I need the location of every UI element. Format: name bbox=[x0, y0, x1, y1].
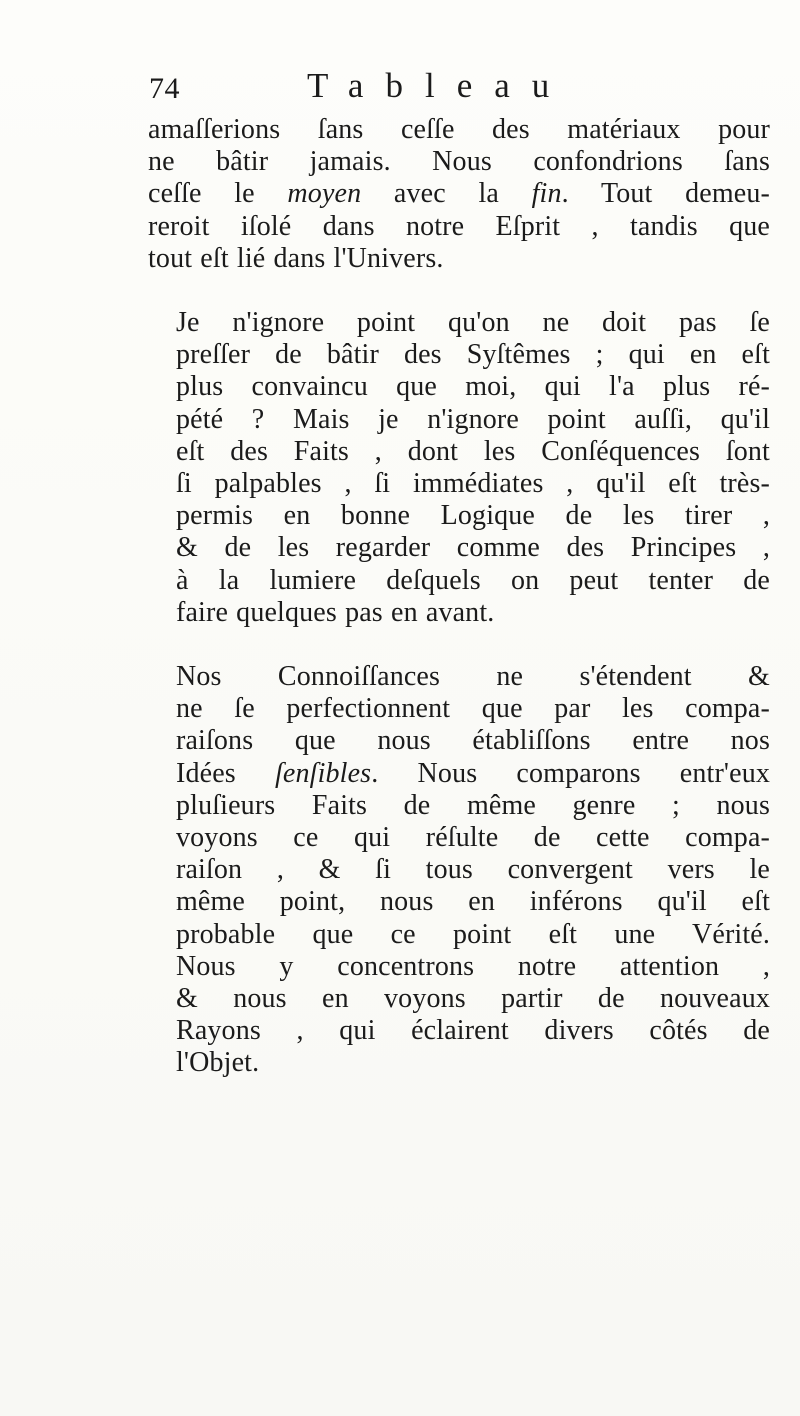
text-line: voyons ce qui réſulte de cette compa- bbox=[176, 822, 770, 854]
italic-word: moyen bbox=[287, 178, 362, 210]
body-text bbox=[148, 114, 770, 1112]
text-line: probable que ce point eſt une Vérité. bbox=[176, 918, 770, 950]
page-header bbox=[149, 68, 769, 112]
text-line: raiſon , & ſi tous convergent vers le bbox=[176, 854, 770, 886]
paragraph-1 bbox=[148, 114, 770, 275]
text-line: ſi palpables , ſi immédiates , qu'il eſt très- bbox=[176, 468, 770, 500]
text-line: ne bâtir jamais. Nous confondrions ſans bbox=[148, 146, 770, 178]
text-line: à la lumiere deſquels on peut tenter de bbox=[176, 564, 770, 596]
page-number: 74 bbox=[149, 72, 180, 105]
text-line: l'Objet. bbox=[176, 1047, 260, 1079]
text-line: eſt des Faits , dont les Conſéquences ſont bbox=[176, 435, 770, 467]
text-line: faire quelques pas en avant. bbox=[176, 596, 495, 628]
text-line: pété ? Mais je n'ignore point auſſi, qu'il bbox=[176, 403, 770, 435]
italic-word: ſenſibles bbox=[275, 757, 372, 789]
paragraph-3 bbox=[148, 661, 770, 1080]
text-line: ceſſe le moyen avec la fin. Tout demeu- bbox=[148, 178, 770, 210]
text-line: raiſons que nous établiſſons entre nos bbox=[176, 725, 770, 757]
running-title: Tableau bbox=[307, 66, 572, 105]
text-line: Nos Connoiſſances ne s'étendent & bbox=[176, 661, 770, 693]
text-line: ne ſe perfectionnent que par les compa- bbox=[176, 693, 770, 725]
text-line: preſſer de bâtir des Syſtêmes ; qui en eſt bbox=[176, 339, 770, 371]
text-line: & de les regarder comme des Principes , bbox=[176, 532, 770, 564]
italic-word: fin bbox=[531, 178, 562, 210]
text-line: amaſſerions ſans ceſſe des matériaux pour bbox=[148, 114, 770, 145]
text-line: Nous y concentrons notre attention , bbox=[176, 950, 770, 982]
text-line: même point, nous en inférons qu'il eſt bbox=[176, 886, 770, 918]
text-line: pluſieurs Faits de même genre ; nous bbox=[176, 789, 770, 821]
text-line: Rayons , qui éclairent divers côtés de bbox=[176, 1015, 770, 1047]
paragraph-2 bbox=[148, 307, 770, 629]
text-line: Je n'ignore point qu'on ne doit pas ſe bbox=[176, 307, 770, 339]
text-line: permis en bonne Logique de les tirer , bbox=[176, 500, 770, 532]
text-line: plus convaincu que moi, qui l'a plus ré- bbox=[176, 371, 770, 403]
text-line: reroit iſolé dans notre Eſprit , tandis que bbox=[148, 210, 770, 242]
text-line: & nous en voyons partir de nouveaux bbox=[176, 983, 770, 1015]
text-line: tout eſt lié dans l'Univers. bbox=[148, 242, 444, 274]
text-line: Idées ſenſibles. Nous comparons entr'eux bbox=[176, 757, 770, 789]
